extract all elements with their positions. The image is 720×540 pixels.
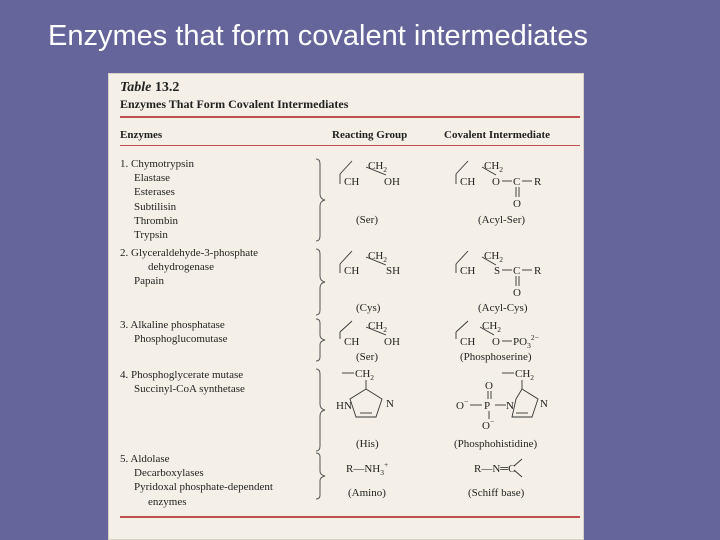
svg-text:C: C — [513, 265, 521, 277]
svg-text:OH: OH — [384, 336, 400, 348]
svg-text:CH: CH — [344, 176, 360, 188]
svg-text:O: O — [492, 336, 500, 348]
svg-text:CH2: $CH_2$ — [368, 320, 388, 334]
svg-text:CH2: $CH_2$ — [368, 250, 388, 264]
slide-title: Enzymes that form covalent intermediates — [48, 20, 588, 52]
svg-text:R—N═C: R—N═C — [474, 463, 516, 475]
svg-text:PO32−: $PO_3^{2-}$ — [513, 333, 539, 350]
enzyme-name: 4. Phosphoglycerate mutase — [120, 369, 244, 381]
svg-text:CH2: $CH_2$ — [484, 160, 504, 174]
svg-text:O: O — [513, 287, 521, 299]
svg-text:O: O — [492, 176, 500, 188]
svg-text:CH2: $CH_2$ — [355, 368, 375, 382]
svg-text:CH2: $CH_2$ — [482, 320, 502, 334]
svg-text:R—NH3+: $R—NH_3^+$ — [346, 460, 389, 477]
intermediate-label: (Schiff base) — [468, 487, 525, 499]
amino-structure — [346, 460, 388, 499]
svg-text:CH: CH — [460, 176, 476, 188]
table-label-prefix: Table — [120, 80, 152, 95]
svg-text:N: N — [506, 400, 514, 412]
enzyme-name: Elastase — [134, 172, 171, 185]
svg-text:SH: SH — [386, 265, 401, 277]
enzyme-name: Trypsin — [134, 229, 168, 242]
svg-text:P: P — [484, 400, 491, 412]
enzyme-name: 1. Chymotrypsin — [120, 158, 194, 170]
column-header-covalent-intermediate: Covalent Intermediate — [444, 129, 551, 141]
svg-text:OH: OH — [384, 176, 400, 188]
enzyme-name: Pyridoxal phosphate-dependent — [134, 481, 273, 494]
group-brace — [316, 249, 325, 315]
svg-text:CH: CH — [460, 265, 476, 277]
group-brace — [316, 159, 325, 241]
svg-text:N: N — [386, 398, 394, 410]
svg-text:CH: CH — [460, 336, 476, 348]
intermediate-label: (Phosphohistidine) — [454, 438, 538, 450]
column-header-reacting-group: Reacting Group — [332, 129, 408, 141]
enzyme-name: Papain — [134, 275, 164, 288]
column-header-enzymes: Enzymes — [120, 129, 163, 141]
reacting-group-label: (His) — [356, 438, 379, 450]
enzyme-name: Phosphoglucomutase — [134, 333, 228, 346]
group-brace — [316, 453, 325, 499]
histidine-structure — [336, 368, 394, 450]
enzyme-name: Decarboxylases — [134, 467, 204, 480]
svg-text:C: C — [513, 176, 521, 188]
reacting-group-label: (Ser) — [356, 214, 378, 226]
intermediate-label: (Acyl-Ser) — [478, 214, 526, 226]
serine-structure — [340, 160, 400, 226]
cysteine-structure — [340, 250, 400, 314]
svg-text:CH2: $CH_2$ — [515, 368, 535, 382]
enzyme-name: enzymes — [148, 495, 187, 508]
acyl-serine-structure — [456, 160, 542, 226]
svg-text:CH2: $CH_2$ — [484, 250, 504, 264]
svg-text:O: O — [513, 198, 521, 210]
intermediate-label: (Acyl-Cys) — [478, 302, 528, 314]
svg-text:O−: O− — [456, 397, 469, 412]
svg-text:N: N — [540, 398, 548, 410]
svg-text:O−: O− — [482, 417, 495, 432]
svg-text:R: R — [534, 265, 542, 277]
reacting-group-label: (Cys) — [356, 302, 381, 314]
table-label-number: 13.2 — [154, 80, 180, 95]
svg-text:S: S — [494, 265, 501, 277]
table-image — [108, 73, 584, 540]
intermediate-label: (Phosphoserine) — [460, 351, 532, 363]
enzyme-name: Esterases — [134, 186, 175, 199]
table-bottom-rule — [120, 516, 580, 518]
enzyme-name: Thrombin — [134, 214, 178, 227]
svg-text:CH2: $CH_2$ — [368, 160, 388, 174]
svg-text:HN: HN — [336, 400, 352, 412]
phosphohistidine-structure — [454, 368, 548, 450]
enzyme-name: 5. Aldolase — [120, 453, 170, 465]
enzyme-name: Succinyl-CoA synthetase — [134, 383, 245, 396]
enzyme-name: 2. Glyceraldehyde-3-phosphate — [120, 247, 259, 259]
svg-text:O: O — [485, 380, 493, 392]
table-caption: Enzymes That Form Covalent Intermediates — [120, 97, 349, 111]
svg-text:R: R — [534, 176, 542, 188]
reacting-group-label: (Amino) — [348, 487, 386, 499]
serine-structure-2 — [340, 320, 400, 363]
group-brace — [316, 319, 325, 361]
enzyme-name: dehydrogenase — [148, 261, 214, 274]
group-brace — [316, 369, 325, 451]
enzyme-name: Subtilisin — [134, 200, 177, 213]
enzyme-name: 3. Alkaline phosphatase — [120, 319, 225, 331]
acyl-cysteine-structure — [456, 250, 542, 314]
chemical-structures — [108, 73, 584, 540]
schiff-base-structure — [468, 459, 525, 499]
svg-text:CH: CH — [344, 336, 360, 348]
reacting-group-label: (Ser) — [356, 351, 378, 363]
phosphoserine-structure — [456, 320, 539, 363]
svg-text:CH: CH — [344, 265, 360, 277]
